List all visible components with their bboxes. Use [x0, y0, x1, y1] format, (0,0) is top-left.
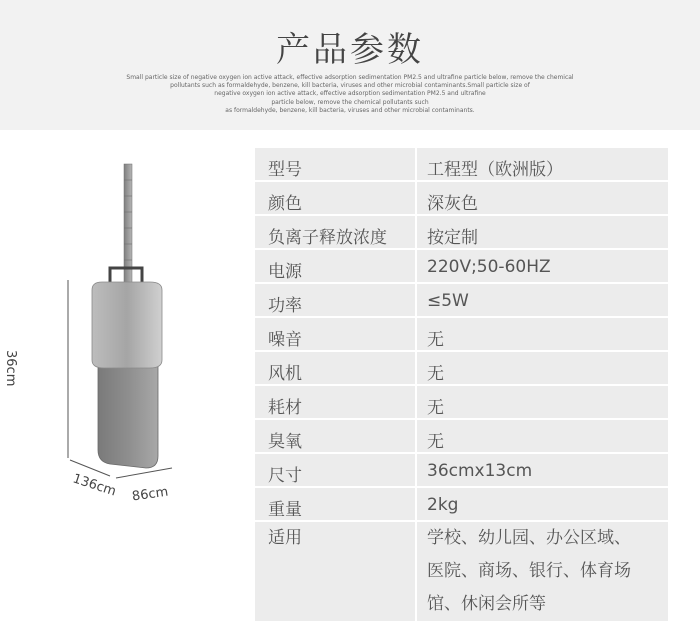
- spec-value: 深灰色: [417, 182, 668, 216]
- table-row: [255, 182, 668, 216]
- subtitle-line: pollutants such as formaldehyde, benzene, kill bacteria, viruses and other microbial contaminants.Small particle size of: [170, 82, 530, 90]
- page-subtitle: [95, 74, 605, 115]
- spec-key: 噪音: [255, 318, 417, 352]
- spec-value: 无: [417, 352, 668, 386]
- usage-line: 医院、商场、银行、体育场: [427, 561, 631, 581]
- spec-value: 220V;50-60HZ: [417, 250, 668, 284]
- spec-value: [417, 522, 668, 621]
- table-row: [255, 148, 668, 182]
- spec-key: 负离子释放浓度: [255, 216, 417, 250]
- subtitle-line: negative oxygen ion active attack, effective adsorption sedimentation PM2.5 and ultrafine: [214, 90, 486, 98]
- spec-key: 电源: [255, 250, 417, 284]
- spec-key: 耗材: [255, 386, 417, 420]
- table-row: [255, 216, 668, 250]
- depth-dimension-label: 136cm: [70, 471, 118, 500]
- spec-key: 功率: [255, 284, 417, 318]
- height-dimension-label: 36cm: [3, 350, 18, 387]
- subtitle-line: Small particle size of negative oxygen ion active attack, effective adsorption sedimentation PM2.5 and ultrafine particle below, remove the chemical: [126, 74, 574, 81]
- product-illustration: [30, 150, 230, 620]
- subtitle-line: as formaldehyde, benzene, kill bacteria, viruses and other microbial contaminants.: [225, 106, 475, 114]
- table-row: [255, 386, 668, 420]
- table-row: [255, 318, 668, 352]
- spec-value: 工程型（欧洲版）: [417, 148, 668, 182]
- spec-key: 适用: [255, 522, 417, 621]
- spec-value: 2kg: [417, 488, 668, 522]
- spec-key: 尺寸: [255, 454, 417, 488]
- spec-value: 无: [417, 318, 668, 352]
- usage-line: 馆、休闲会所等: [427, 594, 546, 614]
- purifier-image: [30, 150, 230, 620]
- spec-value: 按定制: [417, 216, 668, 250]
- spec-key: 颜色: [255, 182, 417, 216]
- spec-table: [255, 148, 668, 621]
- table-row: [255, 454, 668, 488]
- spec-key: 重量: [255, 488, 417, 522]
- table-row: [255, 488, 668, 522]
- spec-value: 无: [417, 386, 668, 420]
- usage-line: 学校、幼儿园、办公区域、: [427, 528, 631, 548]
- table-row: [255, 522, 668, 621]
- spec-key: 臭氧: [255, 420, 417, 454]
- subtitle-line: particle below, remove the chemical pollutants such: [271, 98, 429, 106]
- page-title: 产品参数: [276, 30, 424, 70]
- spec-value: 36cmx13cm: [417, 454, 668, 488]
- width-dimension-label: 86cm: [131, 484, 170, 505]
- spec-key: 型号: [255, 148, 417, 182]
- table-row: [255, 284, 668, 318]
- header-banner: [0, 0, 700, 130]
- table-row: [255, 250, 668, 284]
- table-row: [255, 420, 668, 454]
- spec-key: 风机: [255, 352, 417, 386]
- spec-value: ≤5W: [417, 284, 668, 318]
- spec-value: 无: [417, 420, 668, 454]
- table-row: [255, 352, 668, 386]
